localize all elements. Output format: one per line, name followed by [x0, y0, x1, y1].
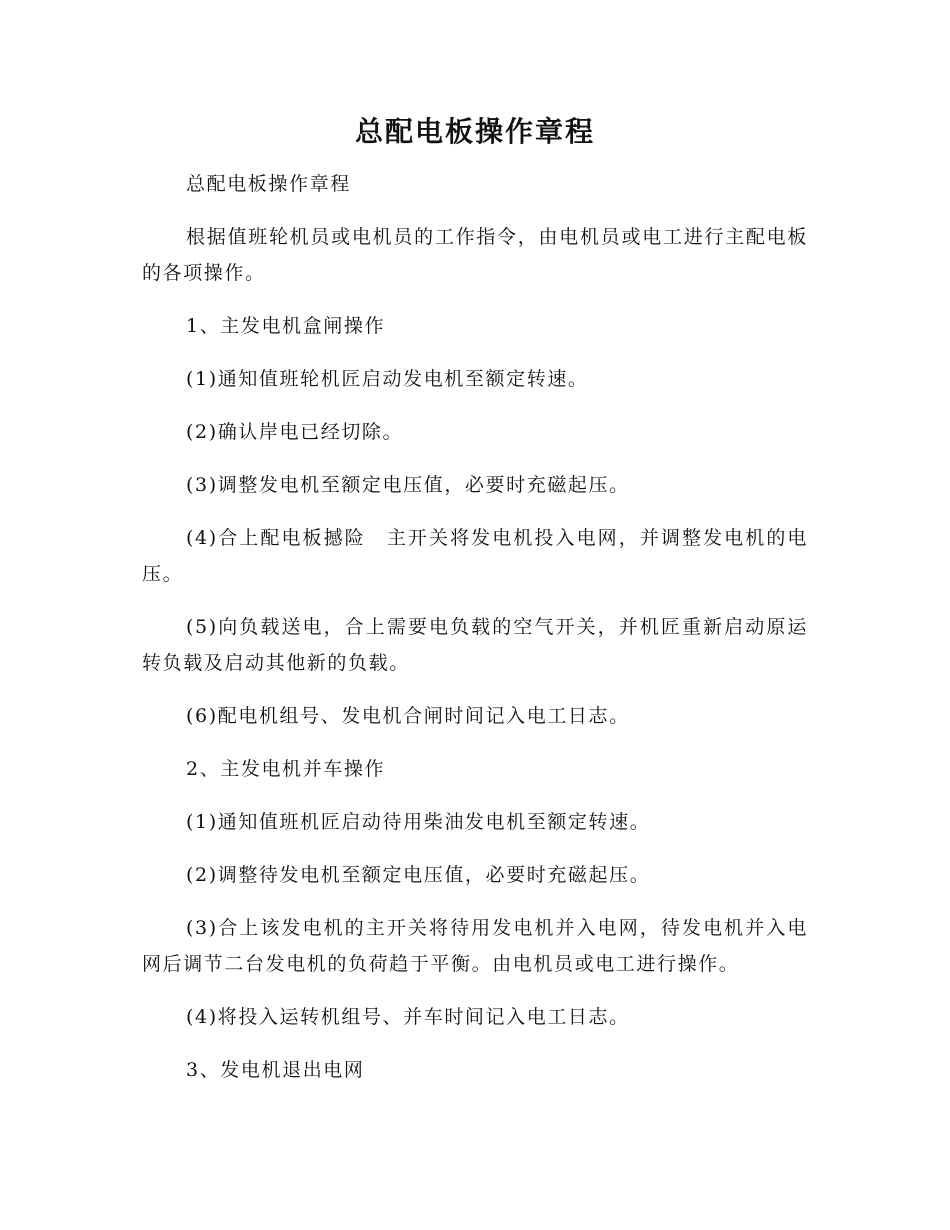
document-body	[142, 166, 808, 1105]
paragraph: 根据值班轮机员或电机员的工作指令，由电机员或电工进行主配电板的各项操作。	[142, 226, 808, 284]
list-item: (2)调整待发电机至额定电压值，必要时充磁起压。	[186, 864, 651, 886]
list-item: (1)通知值班机匠启动待用柴油发电机至额定转速。	[186, 811, 651, 833]
document-title: 总配电板操作章程	[354, 115, 595, 148]
section-heading: 2、主发电机并车操作	[186, 758, 386, 780]
list-item: (4)合上配电板撼险 主开关将发电机投入电网，并调整发电机的电压。	[142, 527, 808, 585]
list-item: (4)将投入运转机组号、并车时间记入电工日志。	[186, 1006, 630, 1028]
section-heading: 3、发电机退出电网	[186, 1059, 365, 1081]
section-heading: 1、主发电机盒闸操作	[186, 315, 386, 337]
list-item: (1)通知值班轮机匠启动发电机至额定转速。	[186, 368, 589, 390]
list-item: (6)配电机组号、发电机合闸时间记入电工日志。	[186, 705, 630, 727]
list-item: (2)确认岸电已经切除。	[186, 421, 404, 443]
list-item: (3)合上该发电机的主开关将待用发电机并入电网，待发电机并入电网后调节二台发电机的负荷趋于平衡。由电机员或电工进行操作。	[142, 917, 808, 975]
list-item: (3)调整发电机至额定电压值，必要时充磁起压。	[186, 474, 630, 496]
list-item: (5)向负载送电，合上需要电负载的空气开关，并机匠重新启动原运转负载及启动其他新的负载。	[142, 616, 808, 674]
paragraph: 总配电板操作章程	[186, 173, 351, 195]
